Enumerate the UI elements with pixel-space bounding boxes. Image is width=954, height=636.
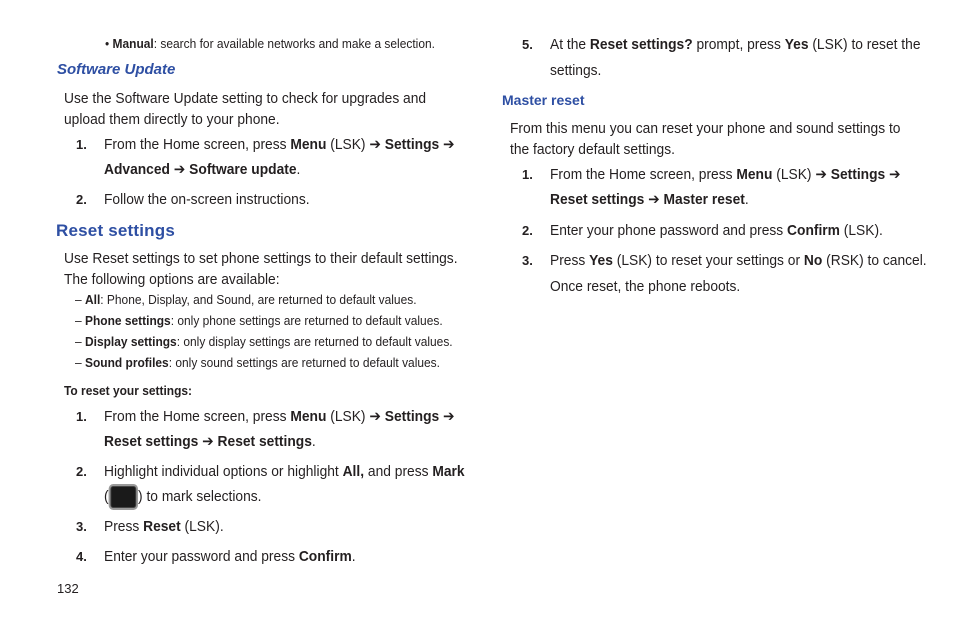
step-number: 3. bbox=[76, 519, 87, 534]
menu-term: Menu bbox=[736, 166, 773, 183]
step-number: 1. bbox=[76, 409, 87, 424]
step-text: . bbox=[351, 548, 356, 565]
option-term: Display settings bbox=[84, 334, 177, 349]
reset-step-1 bbox=[104, 406, 455, 452]
step-number: 1. bbox=[76, 137, 87, 152]
dash: – bbox=[75, 355, 82, 370]
master-reset-heading: Master reset bbox=[502, 92, 585, 108]
step-text: Enter your phone password and press bbox=[550, 222, 788, 239]
step-number: 2. bbox=[76, 464, 87, 479]
step-text: . bbox=[311, 433, 316, 450]
paren: ( bbox=[104, 487, 109, 505]
step-text: (LSK). bbox=[180, 518, 224, 535]
option-item-display bbox=[75, 333, 453, 351]
step-text: (LSK) to reset the bbox=[808, 36, 921, 53]
reset-step-4 bbox=[104, 546, 356, 567]
menu-term: Menu bbox=[290, 136, 327, 153]
step-text: Highlight individual options or highlight bbox=[104, 463, 343, 480]
step-number: 5. bbox=[522, 37, 533, 52]
step-text: ) to mark selections. bbox=[138, 487, 262, 505]
subheading-text: To reset your settings: bbox=[64, 383, 193, 398]
prompt-term: Reset settings? bbox=[589, 36, 693, 53]
intro-line: upload them directly to your phone. bbox=[64, 111, 280, 128]
step-number: 2. bbox=[522, 223, 533, 238]
software-update-intro bbox=[64, 88, 426, 130]
master-step-1 bbox=[550, 164, 901, 210]
dash: – bbox=[75, 313, 82, 328]
option-term: Phone settings bbox=[84, 313, 171, 328]
yes-term: Yes bbox=[784, 36, 809, 53]
step-number: 4. bbox=[76, 549, 87, 564]
step-text: At the bbox=[550, 36, 590, 53]
step-text: . bbox=[296, 161, 301, 178]
step-number: 3. bbox=[522, 253, 533, 268]
step-text: and press bbox=[364, 463, 433, 480]
confirm-term: Confirm bbox=[298, 548, 352, 565]
option-desc: : only display settings are returned to default values. bbox=[176, 334, 453, 349]
step-text: From the Home screen, press bbox=[104, 136, 291, 153]
master-step-2 bbox=[550, 220, 883, 241]
step-text: Press bbox=[550, 252, 590, 269]
step-text: settings. bbox=[550, 62, 602, 79]
advanced-path: Advanced ➔ Software update bbox=[104, 161, 297, 178]
dash: – bbox=[75, 292, 82, 307]
master-reset-intro bbox=[510, 118, 900, 160]
manual-bullet-item bbox=[105, 35, 435, 53]
reset-settings-intro bbox=[64, 248, 458, 290]
master-path: Reset settings ➔ Master reset bbox=[550, 191, 745, 208]
intro-line: The following options are available: bbox=[64, 271, 280, 288]
intro-line: the factory default settings. bbox=[510, 141, 675, 158]
option-item-all bbox=[75, 291, 417, 309]
reset-step-2 bbox=[104, 461, 465, 510]
settings-term: Settings ➔ bbox=[830, 166, 901, 183]
step-text: . bbox=[744, 191, 749, 208]
step-text: From the Home screen, press bbox=[104, 408, 291, 425]
master-step-3 bbox=[550, 250, 927, 297]
settings-term: Settings ➔ bbox=[384, 408, 455, 425]
all-term: All, bbox=[342, 463, 365, 480]
step-text: (LSK). bbox=[839, 222, 883, 239]
step-text: (LSK) ➔ bbox=[772, 166, 831, 183]
reset-term: Reset bbox=[143, 518, 181, 535]
manual-desc: : search for available networks and make a selection. bbox=[153, 36, 435, 51]
yes-term: Yes bbox=[589, 252, 613, 269]
step-number: 2. bbox=[76, 192, 87, 207]
step-number: 1. bbox=[522, 167, 533, 182]
intro-line: Use the Software Update setting to check for upgrades and bbox=[64, 90, 427, 107]
bullet: • bbox=[105, 36, 110, 51]
step-text: (LSK) ➔ bbox=[326, 408, 385, 425]
intro-line: From this menu you can reset your phone and sound settings to bbox=[510, 120, 901, 137]
menu-term: Menu bbox=[290, 408, 327, 425]
reset-step-3 bbox=[104, 516, 224, 537]
option-desc: : only sound settings are returned to default values. bbox=[168, 355, 440, 370]
step-text: (LSK) to reset your settings or bbox=[612, 252, 804, 269]
settings-term: Settings ➔ bbox=[384, 136, 455, 153]
step-text: Press bbox=[104, 518, 144, 535]
confirm-term: Confirm bbox=[787, 222, 840, 239]
step-text: Once reset, the phone reboots. bbox=[550, 278, 741, 295]
option-item-sound bbox=[75, 354, 440, 372]
dash: – bbox=[75, 334, 82, 349]
software-update-heading: Software Update bbox=[57, 61, 176, 78]
reset-subheading bbox=[64, 382, 192, 400]
manual-term: Manual bbox=[112, 36, 154, 51]
software-update-step-1 bbox=[104, 134, 455, 180]
option-desc: : only phone settings are returned to default values. bbox=[170, 313, 443, 328]
software-update-step-2: Follow the on-screen instructions. bbox=[104, 191, 310, 208]
option-item-phone bbox=[75, 312, 443, 330]
option-term: Sound profiles bbox=[84, 355, 169, 370]
option-term: All bbox=[84, 292, 101, 307]
step-text: From the Home screen, press bbox=[550, 166, 737, 183]
reset-step-5 bbox=[550, 34, 921, 81]
page-number: 132 bbox=[57, 581, 79, 596]
reset-settings-heading: Reset settings bbox=[56, 221, 176, 240]
no-term: No bbox=[803, 252, 823, 269]
reset-path: Reset settings ➔ Reset settings bbox=[104, 433, 312, 450]
option-desc: : Phone, Display, and Sound, are returned to default values. bbox=[100, 292, 417, 307]
mark-term: Mark bbox=[432, 463, 465, 480]
intro-line: Use Reset settings to set phone settings to their default settings. bbox=[64, 250, 458, 267]
step-text: Enter your password and press bbox=[104, 548, 299, 565]
mark-key-icon bbox=[109, 484, 138, 510]
step-text: prompt, press bbox=[692, 36, 785, 53]
step-text: (LSK) ➔ bbox=[326, 136, 385, 153]
step-text: (RSK) to cancel. bbox=[822, 252, 927, 269]
